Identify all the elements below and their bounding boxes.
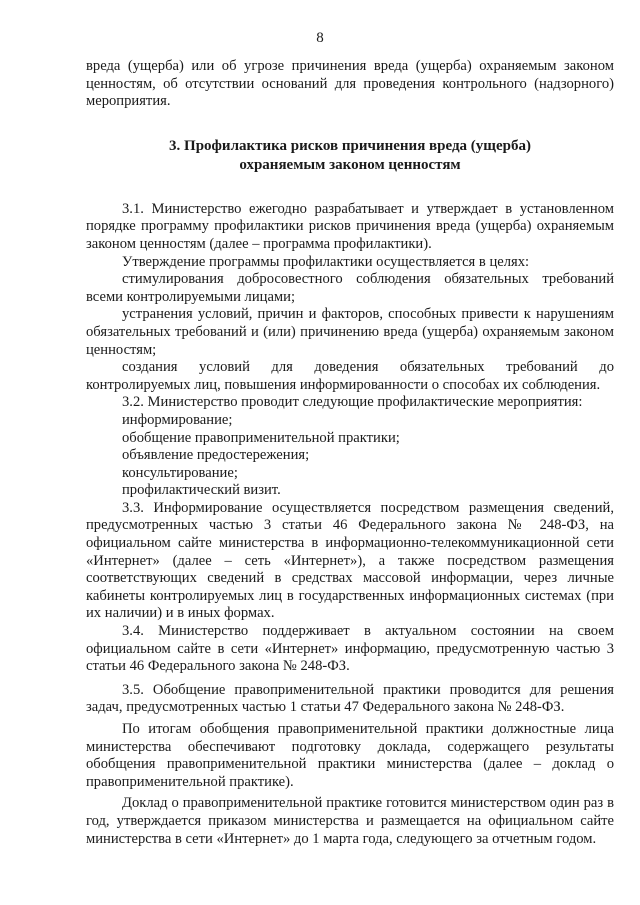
paragraph-3-5: 3.5. Обобщение правоприменительной практики проводится для решения задач, предусмотренных частью 1 статьи 47 Федерального закона № 248-ФЗ. (86, 681, 614, 716)
section-heading-line-2: охраняемым законом ценностям (239, 156, 461, 173)
paragraph-program-goals: Утверждение программы профилактики осуществляется в целях: (122, 253, 530, 270)
section-heading-line-1: 3. Профилактика рисков причинения вреда (ущерба) (169, 137, 531, 154)
list-item-generalization: обобщение правоприменительной практики; (122, 429, 400, 446)
paragraph-goal-elimination: устранения условий, причин и факторов, способных привести к нарушениям обязательных требований и (или) причинению вреда (ущерба) охраняемым законом ценностям; (86, 306, 614, 358)
section-heading (86, 137, 614, 175)
list-item-warning: объявление предостережения; (122, 447, 310, 464)
paragraph-report-publication: Доклад о правоприменительной практике готовится министерством один раз в год, утверждается приказом министерства и размещается на официальном сайте министерства в сети «Интернет» до 1 марта года, следующего за отчетным годом. (86, 795, 614, 847)
paragraph-3-4: 3.4. Министерство поддерживает в актуальном состоянии на своем официальном сайте в сети «Интернет» информацию, предусмотренную частью 3 статьи 46 Федерального закона № 248-ФЗ. (86, 623, 614, 675)
list-item-informing: информирование; (122, 411, 233, 428)
paragraph-3-3: 3.3. Информирование осуществляется посредством размещения сведений, предусмотренных частью 3 статьи 46 Федерального закона № 248-ФЗ, на официальном сайте министерства в информационно-телекоммуникационной сети «Интернет» (далее – сеть «Интернет»), а также посредством размещения соответствующих сведений в средствах массовой информации, через личные кабинеты контролируемых лиц в государственных информационных системах (при их наличии) и в иных формах. (86, 499, 614, 622)
paragraph-3-2: 3.2. Министерство проводит следующие профилактические мероприятия: (122, 394, 583, 411)
list-item-consulting: консультирование; (122, 464, 238, 481)
list-item-visit: профилактический визит. (122, 482, 281, 499)
page-number: 8 (316, 30, 324, 46)
intro-paragraph: вреда (ущерба) или об угрозе причинения вреда (ущерба) охраняемым законом ценностям, об отсутствии оснований для проведения контрольного (надзорного) мероприятия. (86, 58, 614, 110)
paragraph-goal-conditions: создания условий для доведения обязательных требований до контролируемых лиц, повышения информированности о способах их соблюдения. (86, 359, 614, 393)
paragraph-goal-stimulation: стимулирования добросовестного соблюдения обязательных требований всеми контролируемыми лицами; (86, 271, 614, 305)
document-body (86, 58, 614, 848)
paragraph-3-1: 3.1. Министерство ежегодно разрабатывает и утверждает в установленном порядке программу профилактики рисков причинения вреда (ущерба) охраняемым законом ценностям (далее – программа профилактики). (86, 200, 614, 252)
paragraph-report-preparation: По итогам обобщения правоприменительной практики должностные лица министерства обеспечивают подготовку доклада, содержащего результаты обобщения правоприменительной практики министерства (далее – доклад о правоприменительной практике). (86, 721, 614, 790)
